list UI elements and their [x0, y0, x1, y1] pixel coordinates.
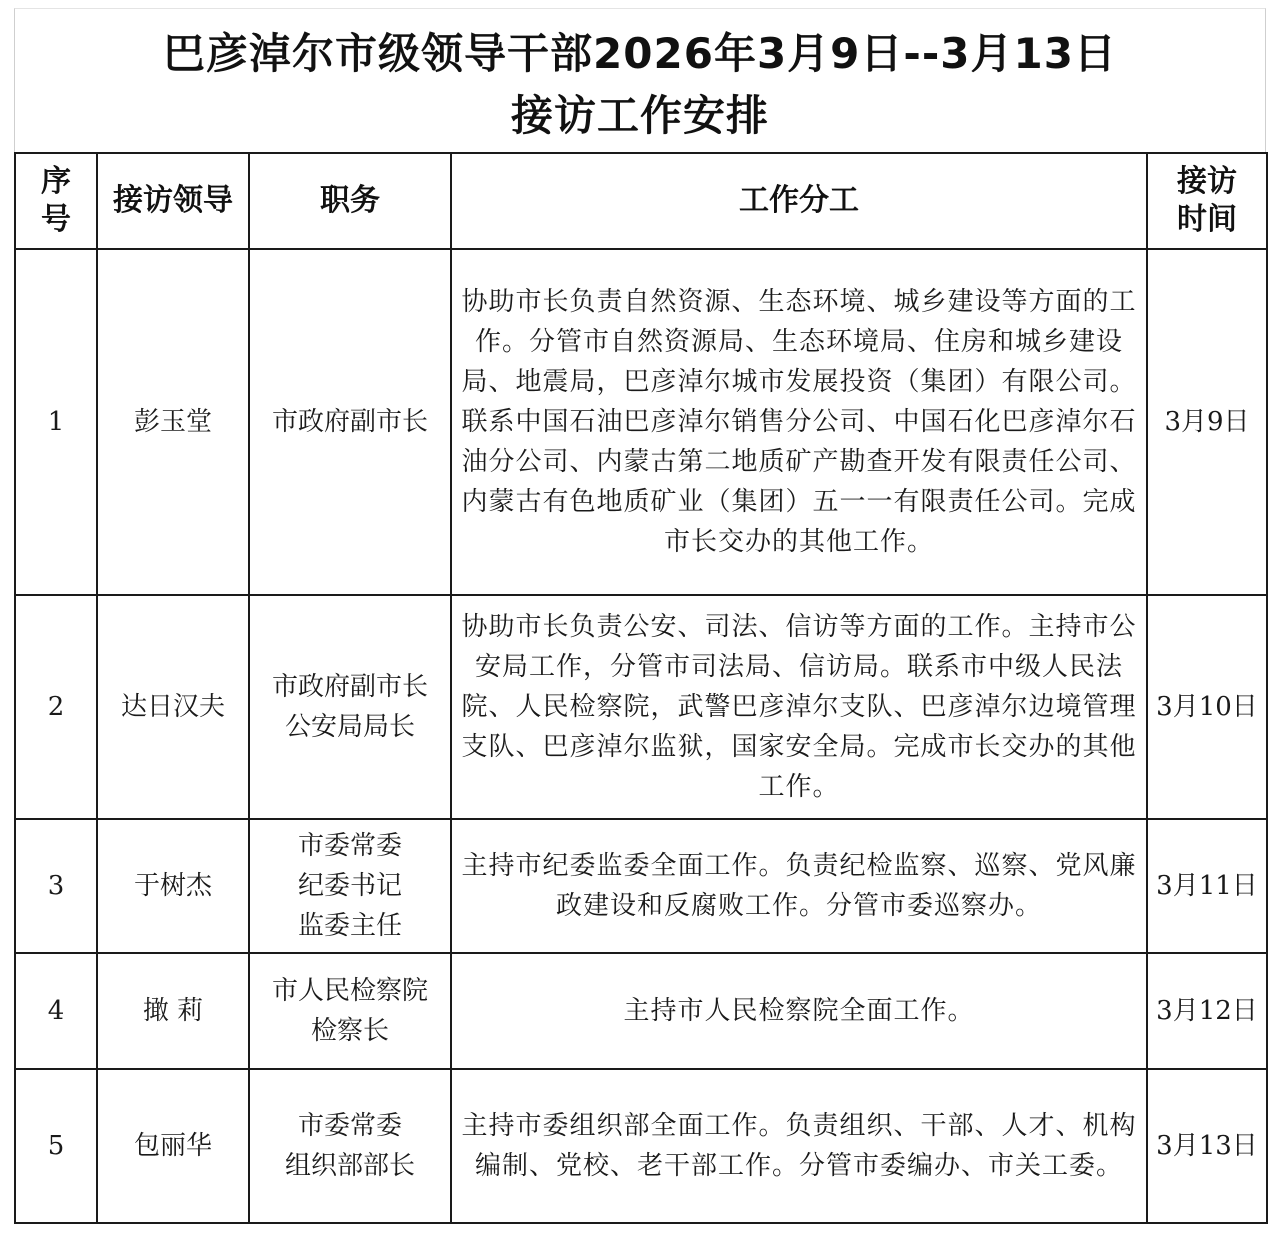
- row-index: 3: [15, 819, 97, 953]
- row-index: 2: [15, 595, 97, 819]
- row-position: 市政府副市长 公安局局长: [249, 595, 451, 819]
- header-time: 接访 时间: [1147, 153, 1267, 249]
- row-leader: 于树杰: [97, 819, 249, 953]
- row-duties: 主持市委组织部全面工作。负责组织、干部、人才、机构编制、党校、老干部工作。分管市委编办、市关工委。: [451, 1069, 1147, 1223]
- row-time: 3月13日: [1147, 1069, 1267, 1223]
- header-duties: 工作分工: [451, 153, 1147, 249]
- row-position: 市人民检察院 检察长: [249, 953, 451, 1069]
- table-row: [15, 953, 1267, 1069]
- row-time: 3月10日: [1147, 595, 1267, 819]
- page-subtitle: 接访工作安排: [510, 91, 769, 140]
- schedule-sheet: [14, 8, 1266, 1222]
- header-position: 职务: [249, 153, 451, 249]
- table-row: [15, 595, 1267, 819]
- title-block: [14, 8, 1266, 152]
- row-index: 1: [15, 249, 97, 595]
- row-leader: 撖 莉: [97, 953, 249, 1069]
- schedule-table: [14, 152, 1268, 1224]
- row-duties: 协助市长负责公安、司法、信访等方面的工作。主持市公安局工作，分管市司法局、信访局。联系市中级人民法院、人民检察院，武警巴彦淖尔支队、巴彦淖尔边境管理支队、巴彦淖尔监狱，国家安全局。完成市长交办的其他工作。: [451, 595, 1147, 819]
- row-position: 市委常委 组织部部长: [249, 1069, 451, 1223]
- row-leader: 达日汉夫: [97, 595, 249, 819]
- header-index: 序 号: [15, 153, 97, 249]
- row-time: 3月11日: [1147, 819, 1267, 953]
- row-time: 3月12日: [1147, 953, 1267, 1069]
- page-title: 巴彦淖尔市级领导干部2026年3月9日--3月13日: [163, 29, 1117, 78]
- row-index: 4: [15, 953, 97, 1069]
- row-index: 5: [15, 1069, 97, 1223]
- header-leader: 接访领导: [97, 153, 249, 249]
- row-time: 3月9日: [1147, 249, 1267, 595]
- row-leader: 彭玉堂: [97, 249, 249, 595]
- row-duties: 协助市长负责自然资源、生态环境、城乡建设等方面的工作。分管市自然资源局、生态环境局、住房和城乡建设局、地震局，巴彦淖尔城市发展投资（集团）有限公司。联系中国石油巴彦淖尔销售分公司、中国石化巴彦淖尔石油分公司、内蒙古第二地质矿产勘查开发有限责任公司、内蒙古有色地质矿业（集团）五一一有限责任公司。完成市长交办的其他工作。: [451, 249, 1147, 595]
- row-position: 市委常委 纪委书记 监委主任: [249, 819, 451, 953]
- row-duties: 主持市人民检察院全面工作。: [451, 953, 1147, 1069]
- table-row: [15, 819, 1267, 953]
- table-row: [15, 1069, 1267, 1223]
- row-position: 市政府副市长: [249, 249, 451, 595]
- header-row: [15, 153, 1267, 249]
- row-duties: 主持市纪委监委全面工作。负责纪检监察、巡察、党风廉政建设和反腐败工作。分管市委巡察办。: [451, 819, 1147, 953]
- table-row: [15, 249, 1267, 595]
- row-leader: 包丽华: [97, 1069, 249, 1223]
